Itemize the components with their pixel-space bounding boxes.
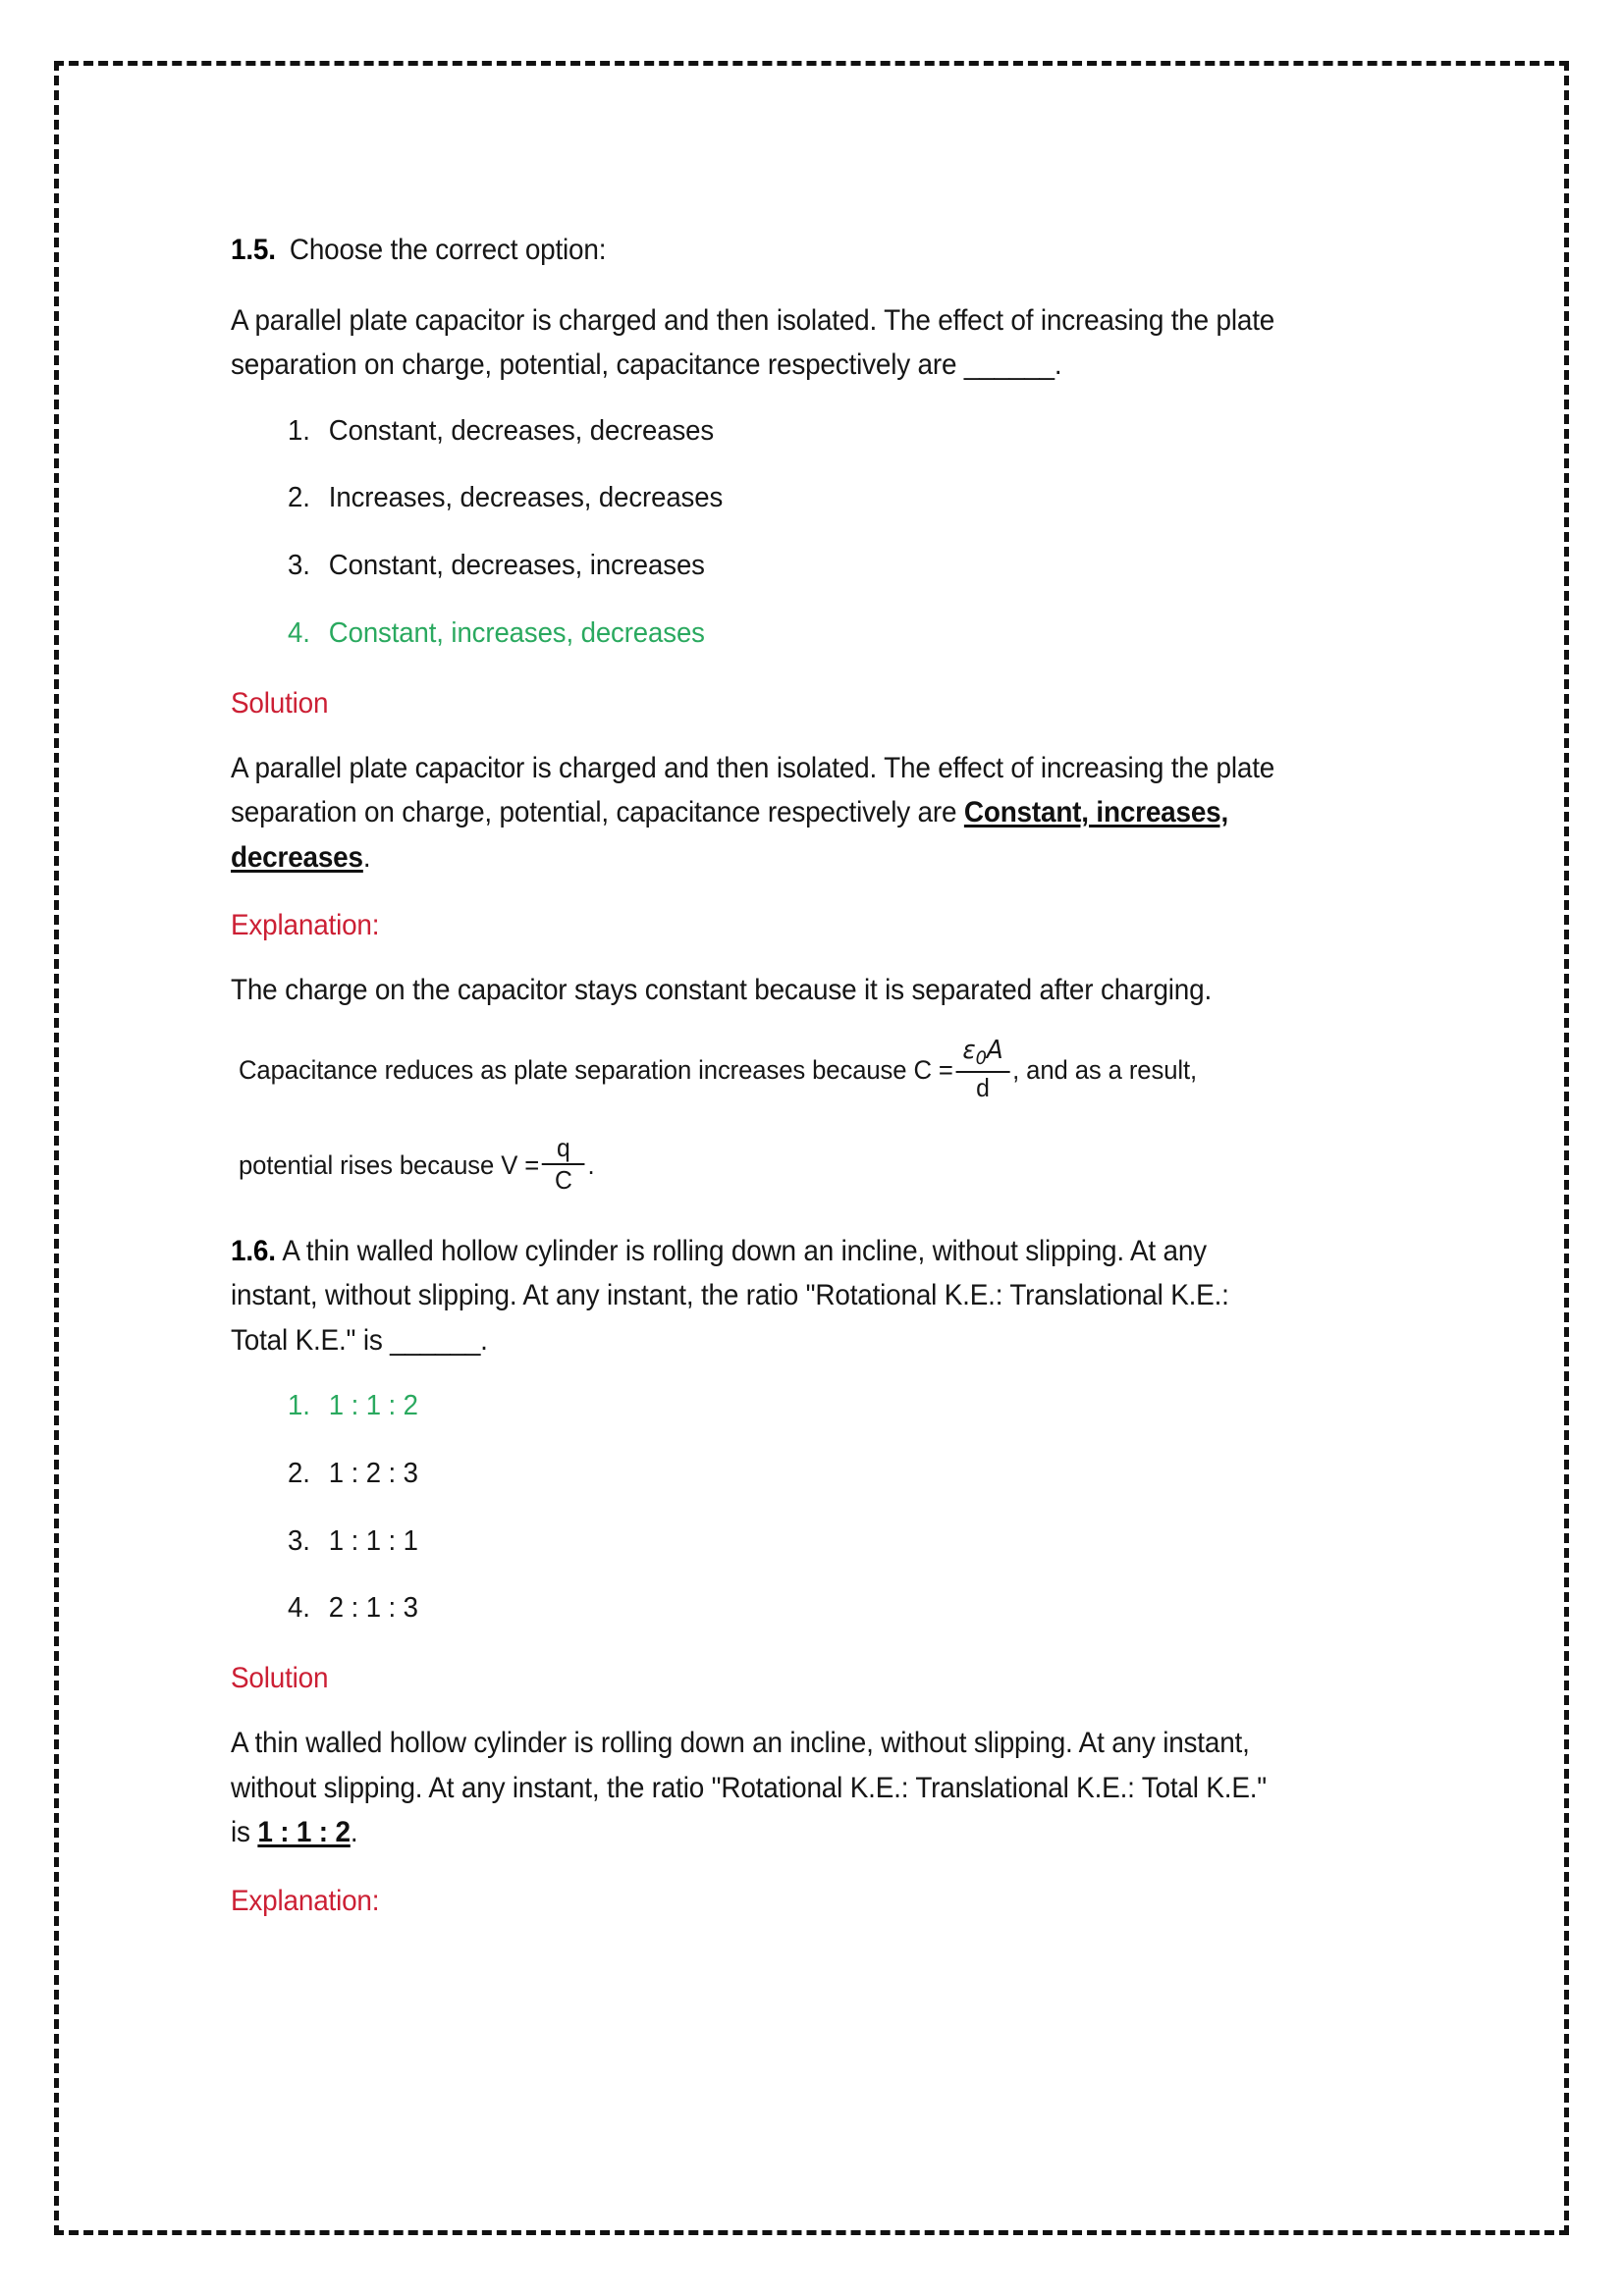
option-marker: 3. bbox=[288, 550, 310, 582]
option-marker: 1. bbox=[288, 414, 310, 447]
question-1-6-options bbox=[231, 1388, 1370, 1628]
formula-block-1-5 bbox=[231, 1035, 1370, 1196]
question-1-6-statement bbox=[231, 1229, 1290, 1363]
option-marker: 2. bbox=[288, 482, 310, 514]
option-item[interactable] bbox=[288, 480, 1316, 517]
formula-potential-row bbox=[239, 1133, 1313, 1196]
explanation-paragraph-1-5: The charge on the capacitor stays constant because it is separated after charging. bbox=[231, 974, 1213, 1007]
solution-text-after: . bbox=[350, 1816, 358, 1849]
option-item[interactable] bbox=[288, 548, 1316, 585]
option-label: Constant, decreases, increases bbox=[328, 550, 705, 582]
fraction-q-over-C bbox=[542, 1135, 585, 1195]
fraction-denominator: d bbox=[976, 1072, 990, 1102]
option-item[interactable] bbox=[288, 413, 1316, 451]
explanation-heading-1-5: Explanation: bbox=[231, 909, 380, 942]
solution-answer-highlight: 1 : 1 : 2 bbox=[257, 1816, 351, 1849]
fraction-numerator: $\varepsilon_0A$ bbox=[962, 1035, 1003, 1070]
formula-trail-text: . bbox=[587, 1150, 595, 1181]
option-marker: 4. bbox=[288, 616, 310, 649]
explanation-heading-1-6: Explanation: bbox=[231, 1884, 380, 1917]
question-1-6-text: A thin walled hollow cylinder is rolling down an incline, without slipping. At any instant, without slipping. At any instant, the ratio "Rotational K.E.: Translational K.E.: Total K.E." is ______. bbox=[231, 1234, 1229, 1357]
solution-text-before: A thin walled hollow cylinder is rolling down an incline, without slipping. At any instant, without slipping. At any instant, the ratio "Rotational K.E.: Translational K.E.: Total K.E." is bbox=[231, 1727, 1268, 1849]
question-1-5-options bbox=[231, 413, 1370, 653]
solution-paragraph-1-6 bbox=[231, 1721, 1290, 1855]
option-item[interactable] bbox=[288, 1456, 1316, 1493]
formula-lead-text: Capacitance reduces as plate separation increases because C = bbox=[239, 1055, 953, 1086]
formula-capacitance-row bbox=[239, 1035, 1313, 1102]
dashed-page-border bbox=[54, 61, 1569, 2235]
option-label: Constant, increases, decreases bbox=[328, 616, 705, 649]
option-label: Constant, decreases, decreases bbox=[328, 414, 715, 447]
option-label: 1 : 1 : 2 bbox=[328, 1390, 418, 1422]
document-content bbox=[231, 228, 1370, 1944]
fraction-epsilon0-A-over-d bbox=[956, 1035, 1010, 1102]
fraction-numerator: q bbox=[557, 1133, 570, 1163]
option-label: 2 : 1 : 3 bbox=[328, 1592, 418, 1625]
option-marker: 3. bbox=[288, 1524, 310, 1557]
option-label: 1 : 1 : 1 bbox=[328, 1524, 418, 1557]
solution-text-after: . bbox=[362, 840, 371, 874]
solution-heading-1-6: Solution bbox=[231, 1662, 329, 1695]
option-marker: 4. bbox=[288, 1592, 310, 1625]
question-1-5-statement: A parallel plate capacitor is charged and then isolated. The effect of increasing the plate separation on charge, potential, capacitance respectively are ______. bbox=[231, 303, 1275, 382]
question-1-5-number: 1.5. bbox=[231, 234, 276, 266]
option-item[interactable] bbox=[288, 1523, 1316, 1561]
option-item-correct[interactable] bbox=[288, 615, 1316, 653]
option-label: 1 : 2 : 3 bbox=[328, 1458, 418, 1490]
solution-paragraph-1-5 bbox=[231, 746, 1290, 881]
formula-trail-text: , and as a result, bbox=[1012, 1055, 1198, 1086]
option-item[interactable] bbox=[288, 1590, 1316, 1628]
option-item-correct[interactable] bbox=[288, 1388, 1316, 1425]
question-1-6-number: 1.6. bbox=[231, 1234, 276, 1267]
formula-lead-text: potential rises because V = bbox=[239, 1150, 540, 1181]
solution-answer-highlight: Constant, increases, decreases bbox=[231, 796, 1229, 874]
option-label: Increases, decreases, decreases bbox=[328, 482, 724, 514]
option-marker: 2. bbox=[288, 1458, 310, 1490]
question-1-5-prompt: Choose the correct option: bbox=[289, 234, 607, 266]
question-1-5-heading bbox=[231, 228, 1290, 273]
fraction-denominator: C bbox=[554, 1165, 572, 1196]
solution-text-before: A parallel plate capacitor is charged and then isolated. The effect of increasing the plate separation on charge, potential, capacitance respectively are bbox=[231, 751, 1275, 829]
solution-heading-1-5: Solution bbox=[231, 686, 329, 720]
option-marker: 1. bbox=[288, 1390, 310, 1422]
